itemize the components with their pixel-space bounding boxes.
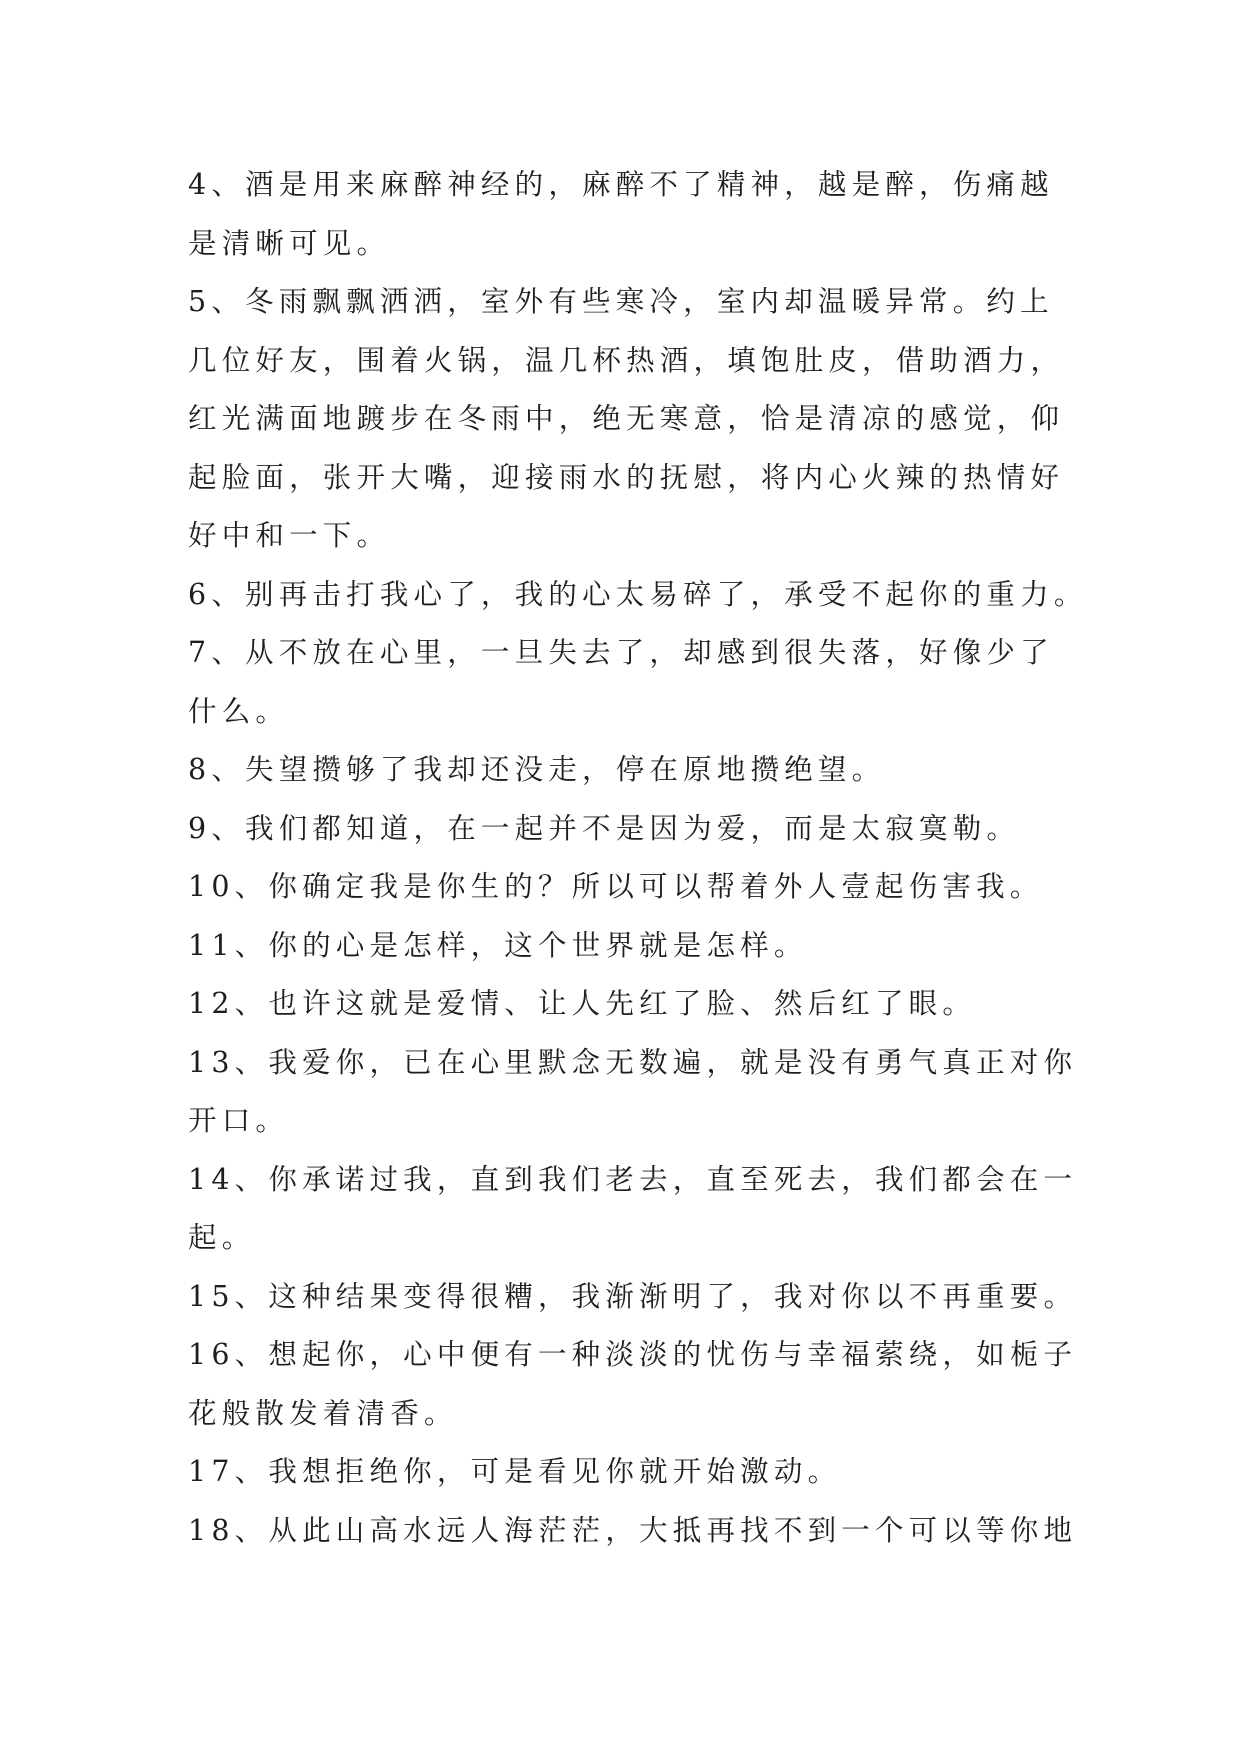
text-line: 7、从不放在心里，一旦失去了，却感到很失落，好像少了 [188,636,1054,669]
text-line: 4、酒是用来麻醉神经的，麻醉不了精神，越是醉，伤痛越 [188,168,1054,201]
text-line: 什么。 [188,694,290,728]
text-line: 15、这种结果变得很糟，我渐渐明了，我对你以不再重要。 [188,1279,1078,1313]
text-line: 几位好友，围着火锅，温几杯热酒，填饱肚皮，借助酒力， [188,343,1065,377]
text-line: 8、失望攒够了我却还没走，停在原地攒绝望。 [188,753,886,786]
text-line: 9、我们都知道，在一起并不是因为爱，而是太寂寞勒。 [188,811,1021,845]
text-line: 10、你确定我是你生的？所以可以帮着外人壹起伤害我。 [188,870,1044,903]
text-line: 花般散发着清香。 [188,1396,458,1430]
text-line: 是清晰可见。 [188,226,391,260]
text-line: 6、别再击打我心了，我的心太易碎了，承受不起你的重力。 [188,577,1088,611]
text-line: 5、冬雨飘飘洒洒，室外有些寒冷，室内却温暖异常。约上 [188,285,1054,318]
text-line: 16、想起你，心中便有一种淡淡的忧伤与幸福萦绕，如栀子 [188,1338,1078,1371]
text-line: 14、你承诺过我，直到我们老去，直至死去，我们都会在一 [188,1162,1078,1196]
text-line: 起脸面，张开大嘴，迎接雨水的抚慰，将内心火辣的热情好 [188,460,1065,494]
document-body [188,156,1088,1560]
text-line: 起。 [188,1221,256,1254]
text-line: 18、从此山高水远人海茫茫，大抵再找不到一个可以等你地 [188,1513,1078,1547]
text-line: 12、也许这就是爱情、让人先红了脸、然后红了眼。 [188,987,977,1020]
text-line: 好中和一下。 [188,519,391,552]
text-line: 13、我爱你，已在心里默念无数遍，就是没有勇气真正对你 [188,1045,1078,1079]
text-line: 11、你的心是怎样，这个世界就是怎样。 [188,928,808,962]
text-line: 红光满面地踱步在冬雨中，绝无寒意，恰是清凉的感觉，仰 [188,402,1065,435]
text-line: 开口。 [188,1104,290,1137]
text-line: 17、我想拒绝你，可是看见你就开始激动。 [188,1455,842,1488]
